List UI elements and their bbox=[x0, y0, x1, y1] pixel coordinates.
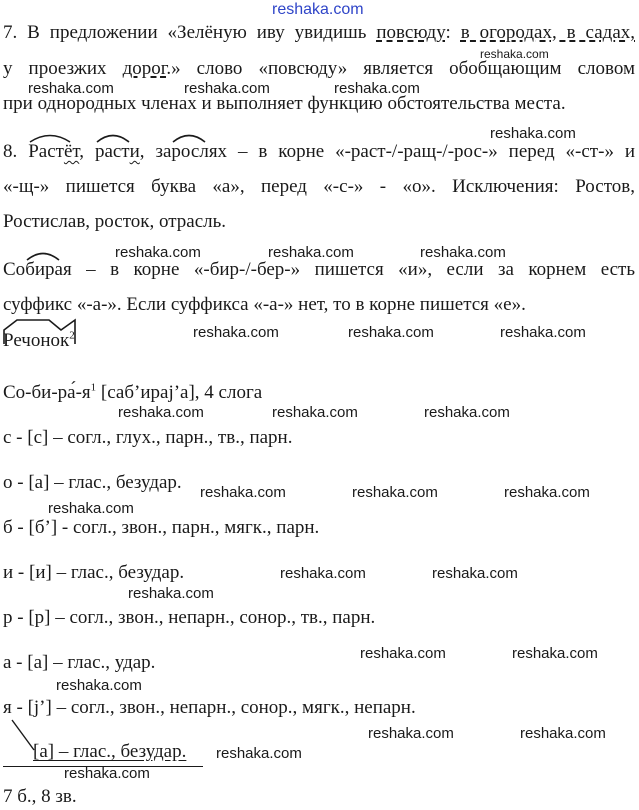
header-watermark[interactable]: reshaka.com bbox=[272, 1, 364, 18]
root-text: раст bbox=[94, 141, 130, 162]
analysis-row bbox=[33, 741, 186, 763]
watermark: reshaka.com bbox=[420, 244, 506, 261]
ending-text: и bbox=[129, 141, 140, 162]
p7-line-2 bbox=[3, 58, 635, 80]
p7-line-1 bbox=[3, 22, 635, 44]
analysis-row: о - [а] – глас., безудар. bbox=[3, 472, 182, 493]
comma: , bbox=[79, 141, 95, 162]
watermark: reshaka.com bbox=[200, 484, 286, 501]
watermark: reshaka.com bbox=[334, 80, 420, 97]
root-arc-icon bbox=[28, 131, 72, 143]
watermark: reshaka.com bbox=[184, 80, 270, 97]
watermark: reshaka.com bbox=[512, 645, 598, 662]
root-text: бир bbox=[25, 259, 55, 280]
root-arc-icon bbox=[25, 249, 61, 261]
root-arc-icon bbox=[95, 131, 131, 143]
watermark: reshaka.com bbox=[432, 565, 518, 582]
analysis-header bbox=[3, 382, 262, 404]
watermark: reshaka.com bbox=[352, 484, 438, 501]
watermark: reshaka.com bbox=[48, 500, 134, 517]
watermark: reshaka.com bbox=[272, 404, 358, 421]
watermark: reshaka.com bbox=[480, 47, 549, 61]
word-rechonok bbox=[3, 322, 75, 351]
word-rastet: 8. Растёт bbox=[3, 141, 79, 162]
ending-text: ая bbox=[54, 259, 72, 280]
watermark: reshaka.com bbox=[128, 585, 214, 602]
watermark: reshaka.com bbox=[490, 125, 576, 142]
p7-text: 7. В предложении «Зелёную иву увидишь bbox=[3, 22, 377, 43]
watermark: reshaka.com bbox=[500, 324, 586, 341]
p9-text: – в корне «-бир-/-бер-» пишется «и», если за корнем есть bbox=[71, 259, 635, 280]
analysis-row: б - [б’] - согл., звон., парн., мягк., парн. bbox=[3, 517, 320, 538]
word-sobiraia bbox=[3, 259, 72, 280]
homogeneous-members: в огородах, в садах, bbox=[460, 22, 635, 43]
p8-line-3: Ростислав, росток, отрасль. bbox=[3, 211, 227, 232]
watermark: reshaka.com bbox=[348, 324, 434, 341]
watermark: reshaka.com bbox=[56, 677, 142, 694]
watermark: reshaka.com bbox=[118, 404, 204, 421]
watermark: reshaka.com bbox=[280, 565, 366, 582]
word-rasti bbox=[95, 141, 140, 162]
analysis-row: и - [и] – глас., безудар. bbox=[3, 562, 185, 583]
watermark: reshaka.com bbox=[360, 645, 446, 662]
watermark: reshaka.com bbox=[193, 324, 279, 341]
arrow-line-icon bbox=[8, 718, 38, 754]
root-text: Раст bbox=[28, 141, 64, 162]
watermark: reshaka.com bbox=[216, 745, 302, 762]
watermark: reshaka.com bbox=[368, 725, 454, 742]
word-zarosliakh bbox=[155, 141, 227, 162]
ending-text: ёт bbox=[63, 141, 80, 162]
watermark: reshaka.com bbox=[520, 725, 606, 742]
p7-text: .» слово «повсюду» является обобщающим словом bbox=[166, 58, 635, 79]
last-sound-row: [а] – глас., безудар. bbox=[33, 741, 187, 762]
root-text: росл bbox=[171, 141, 209, 162]
watermark: reshaka.com bbox=[64, 765, 150, 782]
watermark: reshaka.com bbox=[28, 80, 114, 97]
rechonok-text: Речонок bbox=[3, 330, 70, 351]
p9-line-2: суффикс «-а-». Если суффикса «-а-» нет, то в корне пишется «е». bbox=[3, 294, 526, 315]
analysis-row: а - [а] – глас., удар. bbox=[3, 652, 156, 673]
syllable-split: Со-би-ра́-я bbox=[3, 382, 91, 403]
watermark: reshaka.com bbox=[504, 484, 590, 501]
footnote-marker: 1 bbox=[90, 381, 97, 394]
p7-text: у проезжих bbox=[3, 58, 123, 79]
p9-line-1 bbox=[3, 259, 635, 281]
watermark: reshaka.com bbox=[268, 244, 354, 261]
comma: , bbox=[139, 141, 156, 162]
transcription: [саб’ирај’а], 4 слога bbox=[96, 382, 263, 403]
root-arc-icon bbox=[171, 131, 207, 143]
analysis-row: р - [р] – согл., звон., непарн., сонор., тв., парн. bbox=[3, 607, 376, 628]
prefix-text: Со bbox=[3, 259, 26, 280]
ending-text: ях bbox=[208, 141, 228, 162]
footnote-marker: 2 bbox=[69, 329, 75, 342]
watermark: reshaka.com bbox=[115, 244, 201, 261]
watermark: reshaka.com bbox=[424, 404, 510, 421]
analysis-row: я - [j’] – согл., звон., непарн., сонор., мягк., непарн. bbox=[3, 697, 416, 718]
prefix-text: за bbox=[155, 141, 172, 162]
p7-colon: : bbox=[445, 22, 461, 43]
analysis-row: с - [с] – согл., глух., парн., тв., парн. bbox=[3, 427, 293, 448]
generalizing-word: повсюду bbox=[376, 22, 446, 43]
analysis-total: 7 б., 8 зв. bbox=[3, 786, 77, 807]
p8-line-2: «-щ-» пишется буква «а», перед «-с-» - «о». Исключения: Ростов, bbox=[3, 176, 635, 197]
homogeneous-member: дорог bbox=[122, 58, 167, 79]
p8-line-1 bbox=[3, 141, 635, 163]
p8-rule-text: – в корне «-раст-/-ращ-/-рос-» перед «-ст-» и bbox=[227, 141, 636, 162]
p7-line-3: при однородных членах и выполняет функцию обстоятельства места. bbox=[3, 93, 566, 114]
